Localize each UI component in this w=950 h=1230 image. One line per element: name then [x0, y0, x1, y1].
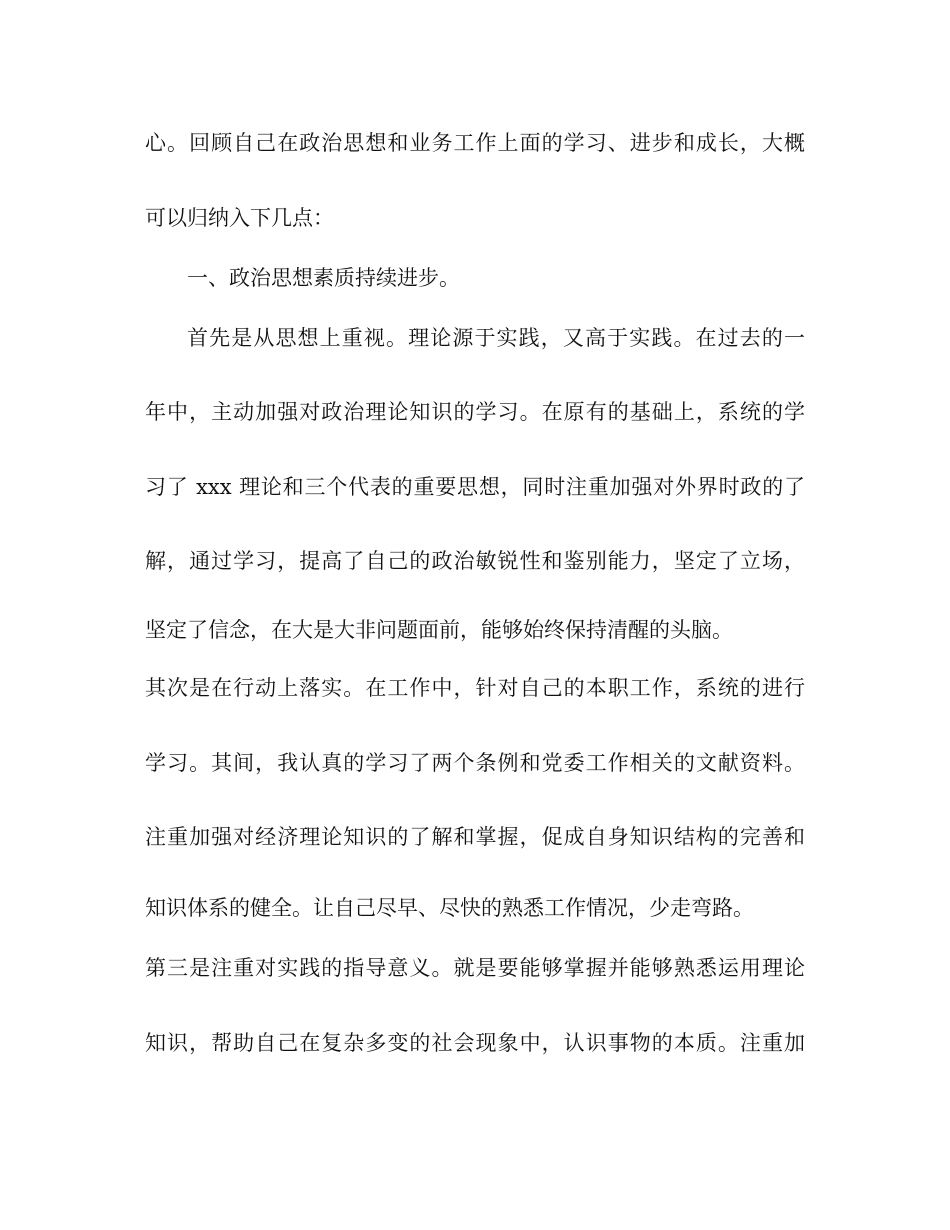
- text-line-1: 心。回顾自己在政治思想和业务工作上面的学习、进步和成长，大概: [145, 131, 805, 155]
- text-line-13: 第三是注重对实践的指导意义。就是要能够掌握并能够熟悉运用理论: [145, 956, 805, 980]
- text-line-5: 年中，主动加强对政治理论知识的学习。在原有的基础上，系统的学: [145, 400, 805, 424]
- text-line-2: 可以归纳入下几点：: [145, 206, 334, 230]
- text-line-7: 解，通过学习，提高了自己的政治敏锐性和鉴别能力，坚定了立场，: [145, 549, 805, 573]
- text-line-14: 知识，帮助自己在复杂多变的社会现象中，认识事物的本质。注重加: [145, 1031, 805, 1055]
- text-line-11: 注重加强对经济理论知识的了解和掌握，促成自身知识结构的完善和: [145, 825, 805, 849]
- section-heading: 一、政治思想素质持续进步。: [187, 266, 460, 290]
- text-line-10: 学习。其间，我认真的学习了两个条例和党委工作相关的文献资料。: [145, 751, 805, 775]
- text-line-6: 习了 xxx 理论和三个代表的重要思想，同时注重加强对外界时政的了: [145, 475, 805, 499]
- text-line-8: 坚定了信念，在大是大非问题面前，能够始终保持清醒的头脑。: [145, 618, 733, 642]
- text-line-4: 首先是从思想上重视。理论源于实践，又高于实践。在过去的一: [187, 326, 805, 350]
- text-line-12: 知识体系的健全。让自己尽早、尽快的熟悉工作情况，少走弯路。: [145, 896, 754, 920]
- text-line-9: 其次是在行动上落实。在工作中，针对自己的本职工作，系统的进行: [145, 676, 805, 700]
